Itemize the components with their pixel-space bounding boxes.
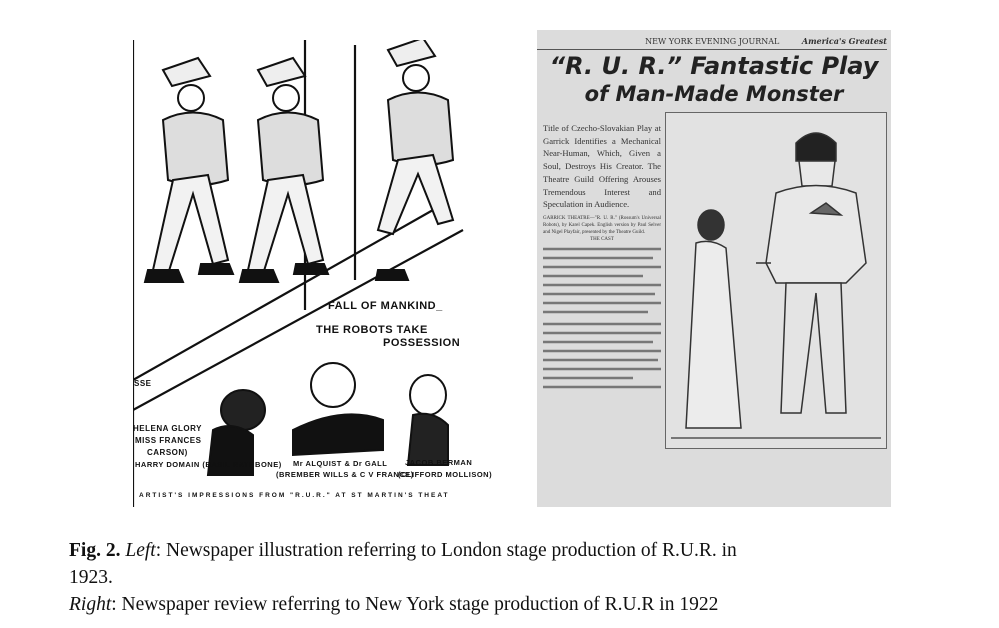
label-helena-2: MISS FRANCES (135, 436, 202, 445)
article-body-text-lines (543, 244, 661, 394)
robot-figure-3 (376, 40, 453, 280)
figure-caption-line-2: 1923. (69, 567, 113, 588)
article-subhead: Title of Czecho-Slovakian Play at Garrick Identifies a Mechanical Near-Human, Which, Given a Soul, Destroys His Creator. The Theatre Guild Offering Arouses Tremendous Interest and Speculation in Audience. (543, 123, 661, 210)
masthead (537, 36, 887, 50)
cut-off-label: SSE (134, 379, 152, 388)
cartoon-title-line-2: THE ROBOTS TAKE (316, 324, 428, 336)
caption-right-word: Right (69, 594, 112, 615)
cartoon-title-line-1: FALL OF MANKIND_ (328, 300, 443, 312)
illustration-footer: ARTIST'S IMPRESSIONS FROM "R.U.R." AT ST MARTIN'S THEAT (139, 492, 450, 499)
figure-caption-line-1 (69, 540, 737, 562)
label-domain: HARRY DOMAIN (BASIL RATHBONE) (135, 460, 282, 469)
headline-line-1: “R. U. R.” Fantastic Play (549, 52, 879, 80)
article-byline: GARRICK THEATRE—"R. U. R." (Rossum's Universal Robots), by Karel Capek. English version by Paul Selver and Nigel Playfair, presented by the Theatre Guild. (543, 215, 661, 235)
caption-left-text: : Newspaper illustration referring to London stage production of R.U.R. in (155, 540, 737, 561)
headline-line-2: of Man-Made Monster (584, 82, 844, 106)
right-figure-newspaper-review (537, 30, 891, 507)
figure-caption-line-3 (69, 594, 718, 616)
label-helena-3: CARSON) (147, 448, 188, 457)
left-figure-london-illustration (133, 40, 503, 507)
illustration-drawing (666, 113, 886, 448)
robot-and-helena-illustration (665, 112, 887, 449)
masthead-right: America's Greatest (801, 36, 887, 46)
cast-heading: THE CAST (590, 236, 614, 242)
cartoon-title-line-3: POSSESSION (383, 337, 461, 349)
label-berman-actor: (CLIFFORD MOLLISON) (398, 470, 493, 479)
caption-left-word: Left (125, 540, 156, 561)
masthead-title: NEW YORK EVENING JOURNAL (645, 37, 780, 46)
figure-label: Fig. 2. (69, 540, 121, 561)
label-alquist-actors: (BREMBER WILLS & C V FRANCE) (276, 470, 414, 479)
label-berman: JACOB BERMAN (405, 458, 473, 467)
robot-figure-1 (145, 58, 233, 282)
label-helena-1: HELENA GLORY (133, 424, 202, 433)
label-alquist: Mr ALQUIST & Dr GALL (293, 459, 388, 468)
article-column (543, 122, 661, 398)
caption-right-text: : Newspaper review referring to New York stage production of R.U.R in 1922 (111, 594, 719, 615)
robot-figure-2 (240, 58, 328, 282)
